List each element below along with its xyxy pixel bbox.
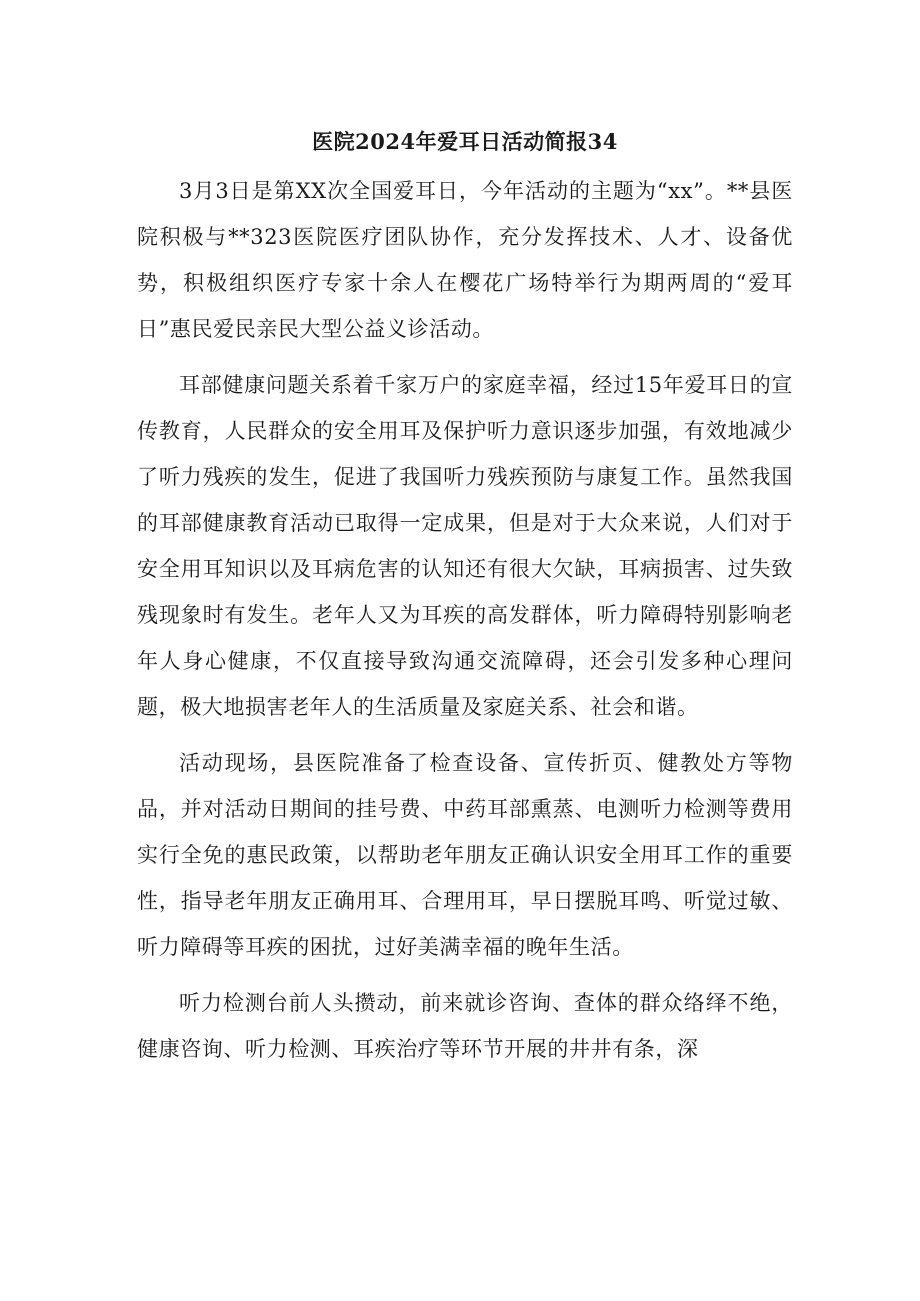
- document-title: 医院2024年爱耳日活动简报34: [312, 129, 618, 154]
- paragraph-ear-health: 耳部健康问题关系着千家万户的家庭幸福，经过15年爱耳日的宣传教育，人民群众的安全用耳及保护听力意识逐步加强，有效地减少了听力残疾的发生，促进了我国听力残疾预防与康复工作。虽然我国的耳部健康教育活动已取得一定成果，但是对于大众来说，人们对于安全用耳知识以及耳病危害的认知还有很大欠缺，耳病损害、过失致残现象时有发生。老年人又为耳疾的高发群体，听力障碍特别影响老年人身心健康，不仅直接导致沟通交流障碍，还会引发多种心理问题，极大地损害老年人的生活质量及家庭关系、社会和谐。: [137, 373, 793, 719]
- paragraph-theme: 3月3日是第XX次全国爱耳日，今年活动的主题为“xx”。**县医院积极与**323医院医疗团队协作，充分发挥技术、人才、设备优势，积极组织医疗专家十余人在樱花广场特举行为期两周的“爱耳日”惠民爱民亲民大型公益义诊活动。: [137, 179, 793, 341]
- paragraph-hearing-test: 听力检测台前人头攒动，前来就诊咨询、查体的群众络绎不绝，健康咨询、听力检测、耳疾治疗等环节开展的井井有条，深: [137, 991, 793, 1061]
- document-page: [137, 122, 793, 1082]
- paragraph-activity-site: 活动现场，县医院准备了检查设备、宣传折页、健教处方等物品，并对活动日期间的挂号费、中药耳部熏蒸、电测听力检测等费用实行全免的惠民政策，以帮助老年朋友正确认识安全用耳工作的重要性，指导老年朋友正确用耳、合理用耳，早日摆脱耳鸣、听觉过敏、听力障碍等耳疾的困扰，过好美满幸福的晚年生活。: [137, 751, 793, 959]
